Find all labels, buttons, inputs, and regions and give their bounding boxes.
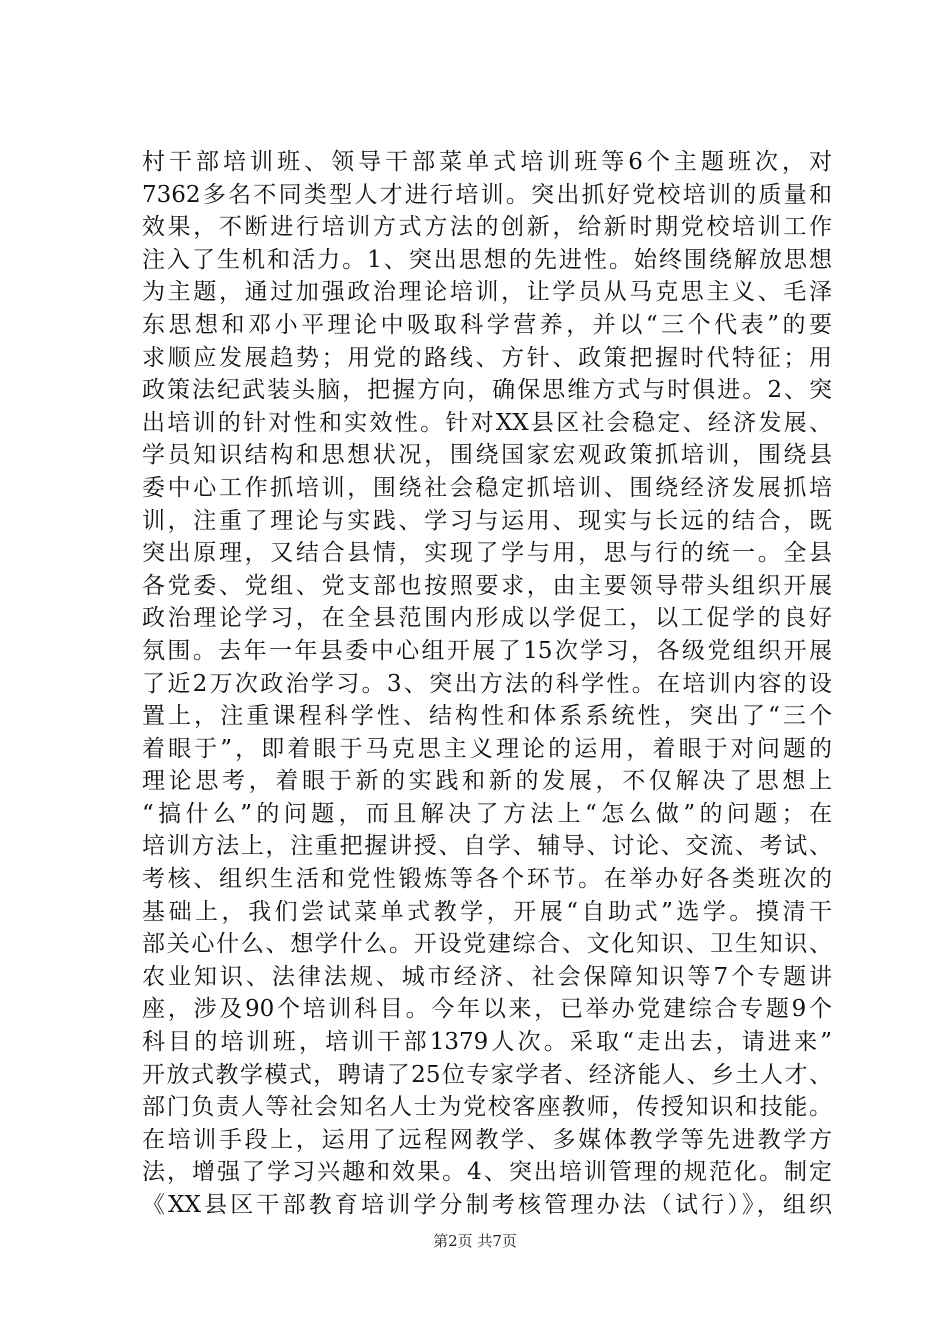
text-line: 农业知识、法律法规、城市经济、社会保障知识等7个专题讲 [142, 963, 832, 990]
text-line: 政治理论学习，在全县范围内形成以学促工，以工促学的良好 [142, 605, 832, 632]
body-text [142, 146, 832, 1222]
text-line: 着眼于”，即着眼于马克思主义理论的运用，着眼于对问题的 [142, 735, 832, 762]
text-line: 注入了生机和活力。1、突出思想的先进性。始终围绕解放思想 [142, 246, 832, 273]
text-line: 为主题，通过加强政治理论培训，让学员从马克思主义、毛泽 [142, 279, 832, 306]
text-line: 《XX县区干部教育培训学分制考核管理办法（试行）》，组织 [142, 1192, 832, 1218]
text-line: 开放式教学模式，聘请了25位专家学者、经济能人、乡土人才、 [142, 1061, 832, 1088]
text-line: 部门负责人等社会知名人士为党校客座教师，传授知识和技能。 [142, 1094, 832, 1121]
text-line: 考核、组织生活和党性锻炼等各个环节。在举办好各类班次的 [142, 866, 832, 893]
text-line: 效果，不断进行培训方式方法的创新，给新时期党校培训工作 [142, 214, 832, 241]
text-line: 基础上，我们尝试菜单式教学，开展“自助式”选学。摸清干 [142, 898, 832, 925]
text-line: 村干部培训班、领导干部菜单式培训班等6个主题班次，对 [142, 149, 832, 175]
text-line: 氛围。去年一年县委中心组开展了15次学习，各级党组织开展 [142, 637, 832, 664]
text-line: 理论思考，着眼于新的实践和新的发展，不仅解决了思想上 [142, 768, 832, 795]
text-line: 了近2万次政治学习。3、突出方法的科学性。在培训内容的设 [142, 670, 832, 697]
text-line: 东思想和邓小平理论中吸取科学营养，并以“三个代表”的要 [142, 311, 832, 338]
text-line: “搞什么”的问题，而且解决了方法上“怎么做”的问题；在 [142, 800, 832, 827]
text-line: 法，增强了学习兴趣和效果。4、突出培训管理的规范化。制定 [142, 1159, 832, 1186]
text-line: 置上，注重课程科学性、结构性和体系系统性，突出了“三个 [142, 703, 832, 730]
text-line: 求顺应发展趋势；用党的路线、方针、政策把握时代特征；用 [142, 344, 832, 371]
text-line: 座，涉及90个培训科目。今年以来，已举办党建综合专题9个 [142, 996, 832, 1023]
text-line: 各党委、党组、党支部也按照要求，由主要领导带头组织开展 [142, 572, 832, 599]
text-line: 政策法纪武装头脑，把握方向，确保思维方式与时俱进。2、突 [142, 377, 832, 404]
text-line: 学员知识结构和思想状况，围绕国家宏观政策抓培训，围绕县 [142, 442, 832, 469]
text-line: 部关心什么、想学什么。开设党建综合、文化知识、卫生知识、 [142, 931, 832, 958]
text-line: 培训方法上，注重把握讲授、自学、辅导、讨论、交流、考试、 [142, 833, 832, 860]
text-line: 训，注重了理论与实践、学习与运用、现实与长远的结合，既 [142, 507, 832, 534]
text-line: 突出原理，又结合县情，实现了学与用，思与行的统一。全县 [142, 540, 832, 567]
text-line: 在培训手段上，运用了远程网教学、多媒体教学等先进教学方 [142, 1126, 832, 1153]
text-line: 7362多名不同类型人才进行培训。突出抓好党校培训的质量和 [142, 181, 832, 208]
text-line: 出培训的针对性和实效性。针对XX县区社会稳定、经济发展、 [142, 409, 832, 436]
page-number-footer: 第2页 共7页 [433, 1232, 517, 1250]
text-line: 委中心工作抓培训，围绕社会稳定抓培训、围绕经济发展抓培 [142, 474, 832, 501]
text-line: 科目的培训班，培训干部1379人次。采取“走出去，请进来” [142, 1029, 832, 1056]
